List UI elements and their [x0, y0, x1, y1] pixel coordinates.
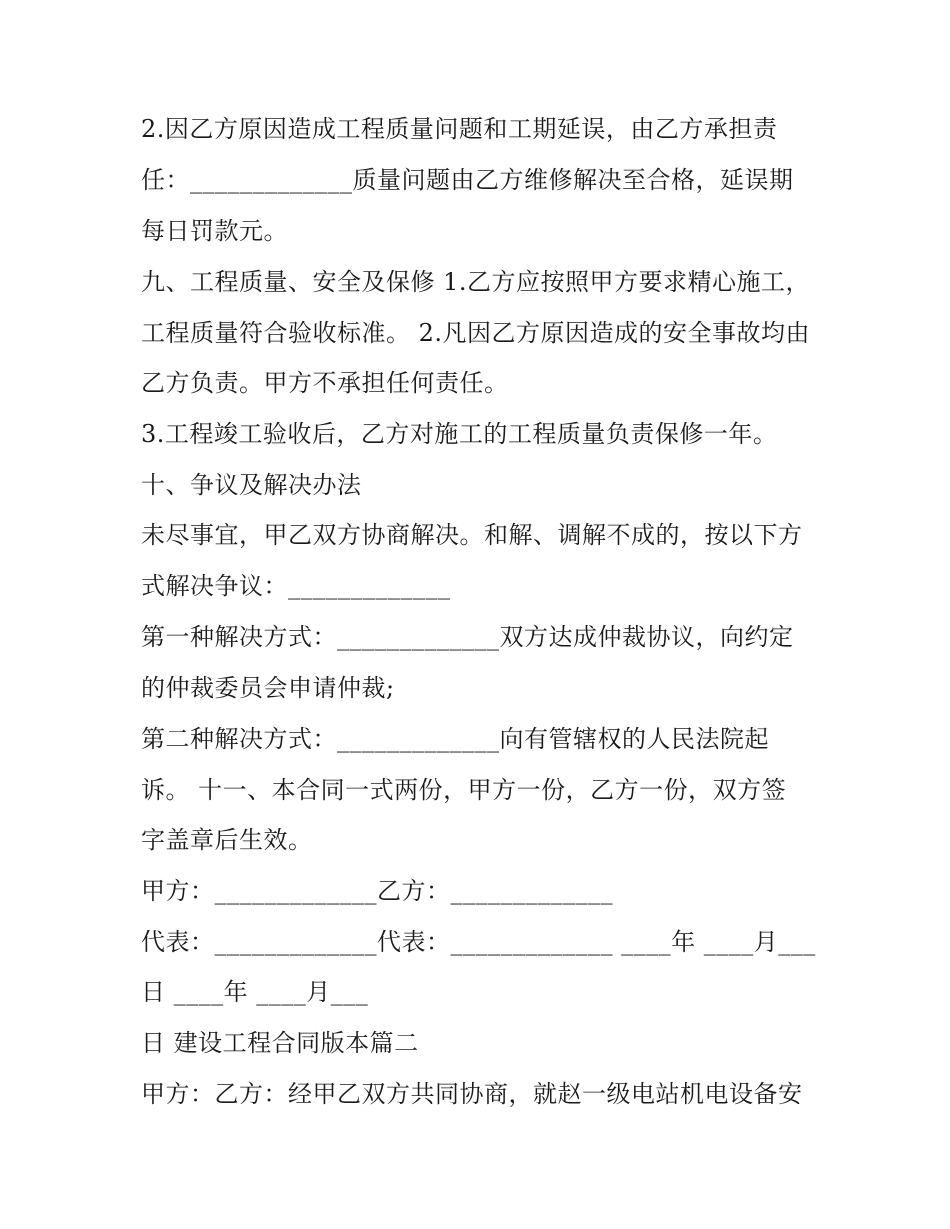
text-line: 3.工程竣工验收后，乙方对施工的工程质量负责保修一年。: [141, 420, 778, 448]
text-line: 的仲裁委员会申请仲裁;: [141, 674, 395, 702]
text-line: 字盖章后生效。: [141, 826, 313, 854]
text-line: 未尽事宜，甲乙双方协商解决。和解、调解不成的，按以下方: [141, 521, 803, 549]
text-line: 第一种解决方式：_____________双方达成仲裁协议，向约定: [141, 623, 794, 651]
signature-line: 代表：_____________代表：_____________ ____年 ____月___: [141, 928, 816, 956]
text-line: 每日罚款元。: [141, 217, 288, 245]
text-line: 第二种解决方式：_____________向有管辖权的人民法院起: [141, 725, 769, 753]
text-line: 任：_____________质量问题由乙方维修解决至合格，延误期: [141, 166, 794, 194]
text-line: 工程质量符合验收标准。 2.凡因乙方原因造成的安全事故均由: [141, 319, 811, 347]
section-heading: 日 建设工程合同版本篇二: [141, 1029, 419, 1057]
text-line: 式解决争议：_____________: [141, 572, 451, 600]
text-line: 乙方负责。甲方不承担任何责任。: [141, 369, 509, 397]
text-line: 九、工程质量、安全及保修 1.乙方应按照甲方要求精心施工，: [141, 268, 811, 296]
section-heading: 十、争议及解决办法: [141, 471, 362, 499]
date-line: 日 ____年 ____月___: [141, 978, 369, 1006]
text-line: 诉。 十一、本合同一式两份，甲方一份，乙方一份，双方签: [141, 776, 787, 804]
signature-line: 甲方：_____________乙方：_____________: [141, 877, 613, 905]
text-line: 2.因乙方原因造成工程质量问题和工期延误，由乙方承担责: [141, 115, 778, 143]
text-line: 甲方：乙方：经甲乙双方共同协商，就赵一级电站机电设备安: [141, 1080, 803, 1108]
